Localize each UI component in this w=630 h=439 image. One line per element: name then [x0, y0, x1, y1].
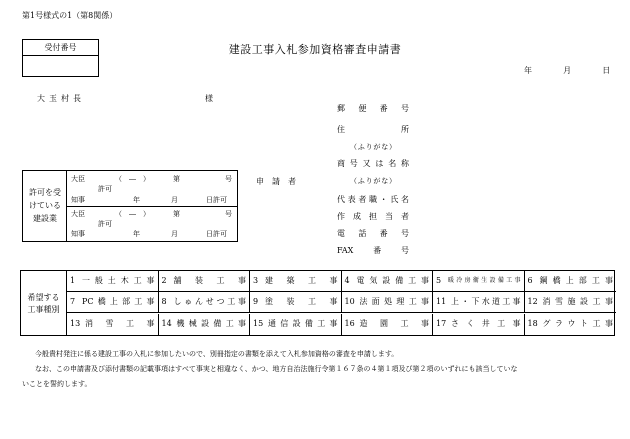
- application-date: [524, 65, 610, 76]
- work-type-item[interactable]: [342, 314, 434, 335]
- work-type-name: グラウト工事: [542, 318, 613, 328]
- phone-label: 電話番号: [337, 229, 409, 238]
- work-type-name: しゅんせつ工事: [173, 297, 246, 307]
- permit-row-2-dai: 第: [173, 210, 180, 218]
- addressee-honorific: 様: [205, 94, 213, 103]
- date-year-label: 年: [524, 66, 532, 75]
- furigana-label-1: （ふりがな）: [350, 143, 396, 151]
- work-type-item[interactable]: [159, 314, 251, 335]
- work-type-item[interactable]: [67, 292, 159, 313]
- permit-label-line-2: けている: [29, 201, 61, 210]
- applicant-label: 申 請 者: [256, 177, 296, 186]
- work-type-name: PC橋上部工事: [82, 297, 155, 307]
- permit-table: [22, 170, 238, 242]
- work-type-item[interactable]: [433, 292, 525, 313]
- work-type-item[interactable]: [67, 271, 159, 292]
- work-type-number: 13: [70, 318, 81, 328]
- permit-row-1-day-permit: 日許可: [206, 196, 227, 204]
- work-type-item[interactable]: [433, 314, 525, 335]
- permit-label-cell: [23, 171, 67, 241]
- permit-row-divider: [67, 206, 237, 207]
- work-type-name: 通信設備工事: [268, 318, 338, 328]
- permit-label-line-1: 許可を受: [29, 188, 61, 197]
- work-type-name: 上・下水道工事: [451, 297, 521, 307]
- trade-name-label: 商号又は名称: [337, 159, 409, 168]
- work-types-label-line-2: 工事種別: [27, 305, 60, 314]
- work-type-name: 暖冷房衛生設備工事: [448, 277, 521, 284]
- work-type-item[interactable]: [250, 314, 342, 335]
- reception-number-label: 受付番号: [23, 40, 98, 56]
- statement-line-2: なお、この申請書及び添付書類の記載事項はすべて事実と相違なく、かつ、地方自治法施行令第１６７条の４第１項及び第２項のいずれにも該当していな: [35, 365, 518, 373]
- work-type-number: 1: [70, 276, 76, 285]
- work-type-name: 機械設備工事: [176, 318, 246, 328]
- permit-row-2-paren: （ ― ）: [115, 210, 150, 218]
- permit-row-2-year: 年: [133, 230, 140, 238]
- work-type-name: 消雪工事: [85, 318, 155, 328]
- work-type-number: 17: [436, 318, 447, 328]
- work-type-number: 15: [253, 318, 264, 328]
- work-type-number: 12: [527, 297, 538, 307]
- permit-row-2-kyoka: 許可: [98, 220, 112, 228]
- work-type-name: 法面処理工事: [359, 297, 429, 307]
- work-type-number: 3: [253, 276, 259, 285]
- work-type-name: 一般土木工事: [82, 276, 155, 285]
- permit-row-1-paren: （ ― ）: [115, 175, 150, 183]
- work-type-item[interactable]: [342, 271, 434, 292]
- work-types-table: [20, 270, 615, 336]
- work-type-item[interactable]: [525, 292, 617, 313]
- work-type-item[interactable]: [525, 314, 617, 335]
- work-types-label-line-1: 希望する: [27, 293, 60, 302]
- work-type-item[interactable]: [159, 292, 251, 313]
- date-day-label: 日: [602, 66, 611, 75]
- statement-line-3: いことを誓約します。: [22, 380, 92, 388]
- statement-line-1: 今般貴村発注に係る建設工事の入札に参加したいので、別冊指定の書類を添えて入札参加資格の審査を申請します。: [35, 350, 399, 358]
- permit-row-1-dai: 第: [173, 175, 180, 183]
- permit-row-2-governor: 知事: [71, 230, 85, 238]
- work-type-name: 鋼橋上部工事: [539, 276, 613, 285]
- work-type-number: 7: [70, 297, 76, 307]
- date-month-label: 月: [563, 66, 572, 75]
- contact-person-label: 作成担当者: [337, 212, 409, 221]
- work-type-number: 9: [253, 297, 259, 307]
- representative-label: 代表者職・氏名: [337, 195, 409, 204]
- work-type-name: 消雪施設工事: [542, 297, 613, 307]
- address-label: 住所: [337, 125, 409, 134]
- work-type-item[interactable]: [250, 292, 342, 313]
- work-type-item[interactable]: [342, 292, 434, 313]
- permit-row-1-minister: 大臣: [71, 175, 85, 183]
- permit-row-1-go: 号: [225, 175, 232, 183]
- work-type-number: 6: [527, 276, 533, 285]
- work-type-number: 18: [527, 318, 538, 328]
- permit-row-2-month: 月: [171, 230, 178, 238]
- fax-label: FAX番号: [337, 246, 409, 255]
- work-type-item[interactable]: [525, 271, 617, 292]
- addressee-name: 大玉村長: [37, 94, 85, 103]
- work-types-label-cell: [21, 271, 67, 335]
- work-type-item[interactable]: [67, 314, 159, 335]
- work-type-number: 10: [344, 297, 355, 307]
- work-type-number: 2: [161, 276, 167, 285]
- work-type-number: 4: [344, 276, 350, 285]
- permit-row-2-go: 号: [225, 210, 232, 218]
- permit-label-line-3: 建設業: [33, 214, 57, 223]
- permit-row-1-year: 年: [133, 196, 140, 204]
- permit-row-1-kyoka: 許可: [98, 185, 112, 193]
- work-type-name: 造園工事: [359, 318, 429, 328]
- permit-row-1-month: 月: [171, 196, 178, 204]
- work-type-name: 舗装工事: [173, 276, 246, 285]
- document-title: 建設工事入札参加資格審査申請書: [228, 43, 402, 56]
- permit-row-1-governor: 知事: [71, 196, 85, 204]
- work-type-name: 建築工事: [265, 276, 338, 285]
- work-type-name: さく井工事: [451, 318, 521, 328]
- form-number: 第1号様式の1（第8関係）: [22, 11, 118, 20]
- work-type-item[interactable]: [159, 271, 251, 292]
- reception-number-field[interactable]: [23, 56, 98, 76]
- permit-row-2-day-permit: 日許可: [206, 230, 227, 238]
- work-type-item[interactable]: [250, 271, 342, 292]
- postal-code-label: 郵便番号: [337, 104, 409, 113]
- work-type-number: 16: [344, 318, 355, 328]
- permit-row-2-minister: 大臣: [71, 210, 85, 218]
- furigana-label-2: （ふりがな）: [350, 177, 396, 185]
- work-type-name: 塗装工事: [265, 297, 338, 307]
- work-type-number: 8: [161, 297, 167, 307]
- work-type-item[interactable]: [433, 271, 525, 292]
- work-type-number: 5: [436, 276, 442, 285]
- work-type-number: 14: [161, 318, 172, 328]
- work-type-name: 電気設備工事: [356, 276, 429, 285]
- work-type-number: 11: [436, 297, 447, 307]
